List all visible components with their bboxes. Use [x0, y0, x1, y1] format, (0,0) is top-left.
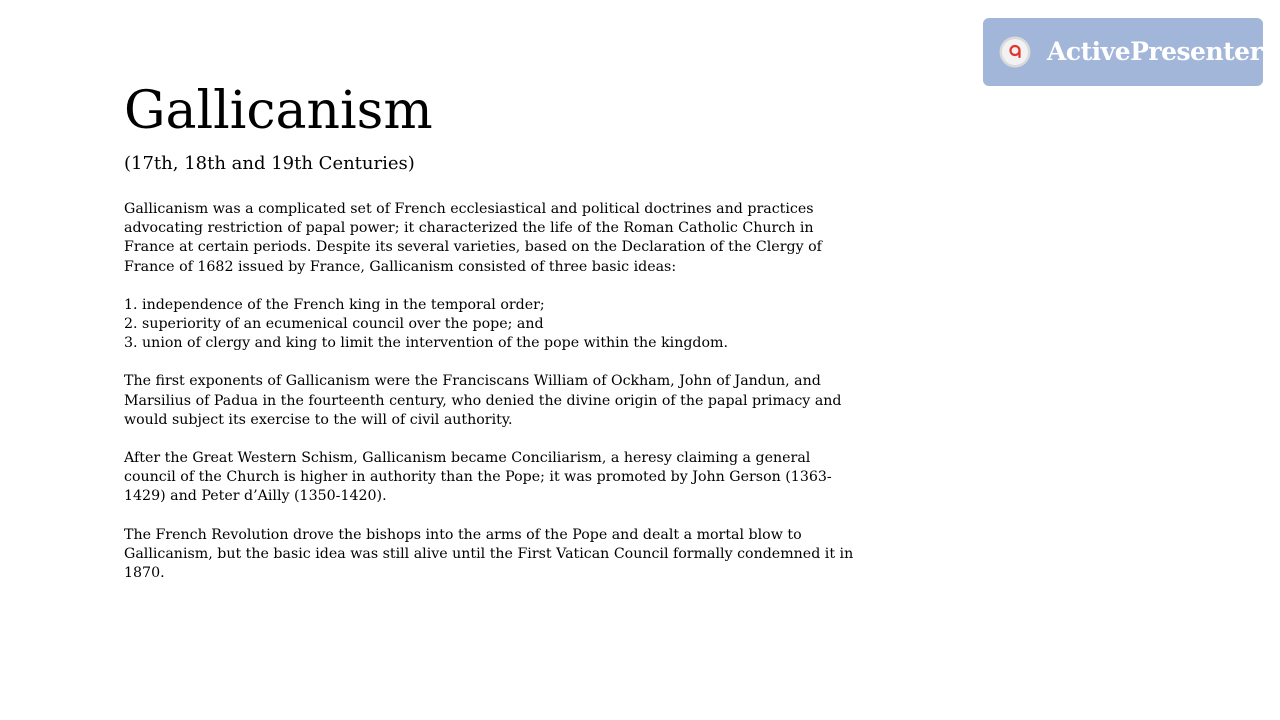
slide-content — [124, 78, 864, 602]
activepresenter-watermark — [983, 18, 1263, 86]
idea-item: 2. superiority of an ecumenical council over the pope; and — [124, 316, 544, 333]
idea-item: 1. independence of the French king in the temporal order; — [124, 296, 545, 313]
page-title: Gallicanism — [124, 81, 433, 141]
watermark-text: ActivePresenter — [1047, 37, 1263, 66]
page-subtitle: (17th, 18th and 19th Centuries) — [124, 153, 415, 174]
activepresenter-logo-icon — [999, 36, 1031, 68]
schism-paragraph: After the Great Western Schism, Gallicanism became Conciliarism, a heresy claiming a general council of the Church is higher in authority than the Pope; it was promoted by John Gerson (1363-1429) and Peter d’Ailly (1350-1420). — [124, 450, 832, 505]
body-text — [124, 200, 864, 583]
revolution-paragraph: The French Revolution drove the bishops into the arms of the Pope and dealt a mortal blow to Gallicanism, but the basic idea was still alive until the First Vatican Council formally condemned it in 1870. — [124, 526, 854, 582]
ideas-list — [124, 296, 864, 354]
idea-item: 3. union of clergy and king to limit the intervention of the pope within the kingdom. — [124, 335, 729, 352]
intro-paragraph: Gallicanism was a complicated set of French ecclesiastical and political doctrines and practices advocating restriction of papal power; it characterized the life of the Roman Catholic Church in France at certain periods. Despite its several varieties, based on the Declaration of the Clergy of France of 1682 issued by France, Gallicanism consisted of three basic ideas: — [124, 201, 822, 275]
exponents-paragraph: The first exponents of Gallicanism were the Franciscans William of Ockham, John of Jandun, and Marsilius of Padua in the fourteenth century, who denied the divine origin of the papal primacy and would subject its exercise to the will of civil authority. — [124, 373, 842, 428]
